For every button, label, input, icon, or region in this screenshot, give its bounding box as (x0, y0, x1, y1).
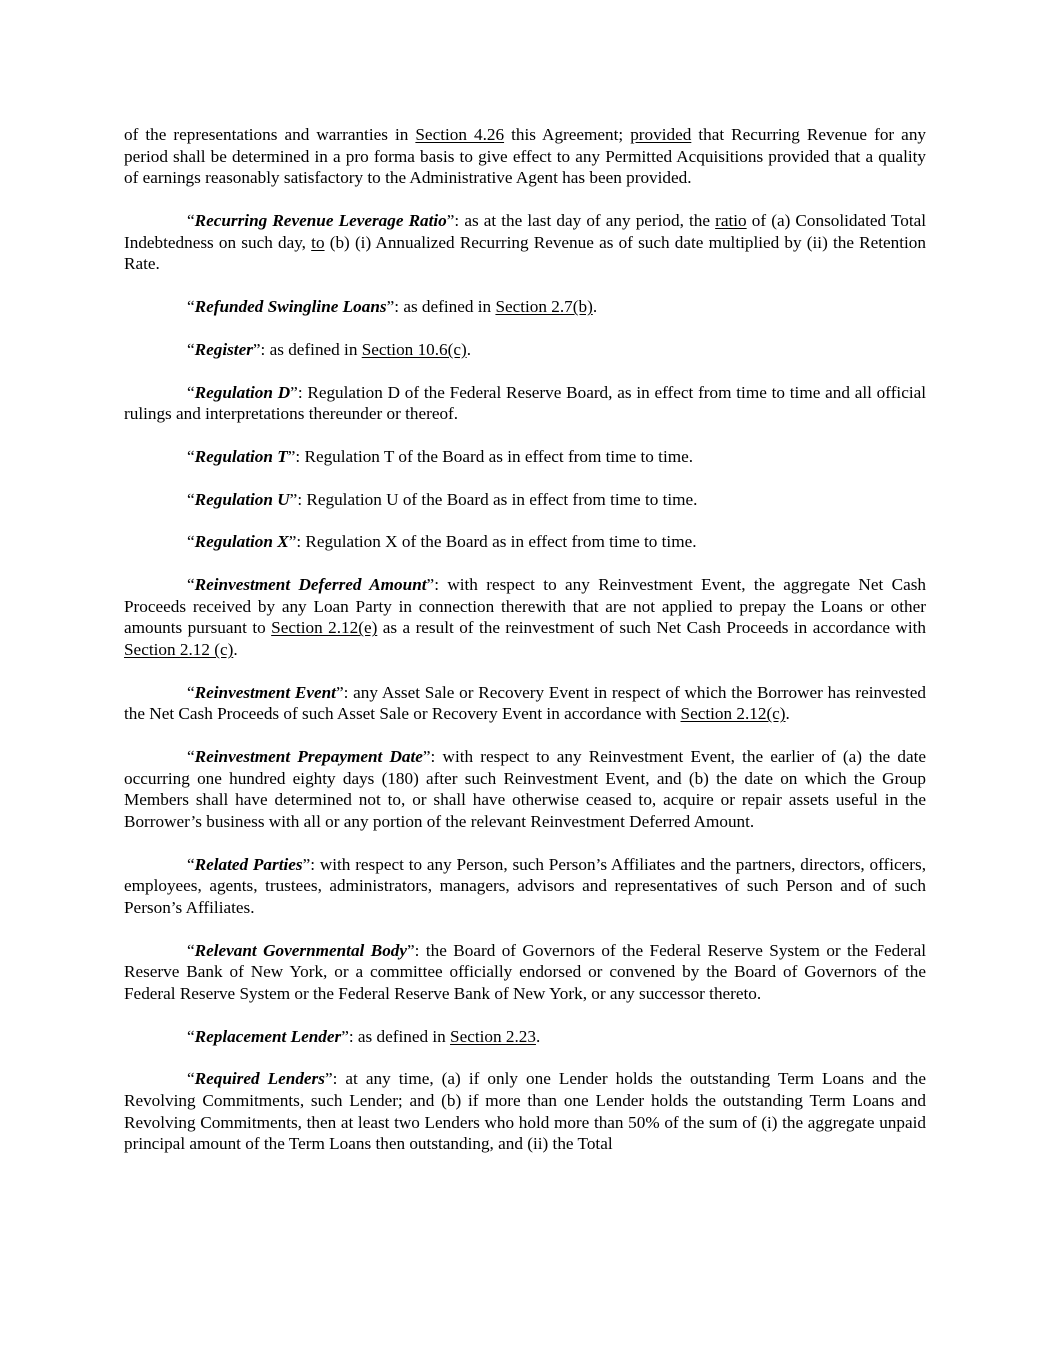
cross-reference: Section 2.12 (c) (124, 640, 234, 659)
definition-reinvestment-deferred-amount: “Reinvestment Deferred Amount”: with respect to any Reinvestment Event, the aggregate Net Cash Proceeds received by any Loan Party in connection therewith that are not applied to prepay the Loans or other amounts pursuant to Section 2.12(e) as a result of the reinvestment of such Net Cash Proceeds in accordance with Section 2.12 (c). (124, 575, 926, 659)
definition-regulation-u: “Regulation U”: Regulation U of the Board as in effect from time to time. (187, 489, 698, 509)
underlined-term: ratio (715, 210, 747, 230)
defined-term: Relevant Governmental Body (194, 940, 408, 960)
defined-term: Register (194, 339, 253, 359)
defined-term: Reinvestment Prepayment Date (194, 747, 423, 767)
definition-reinvestment-prepayment-date: “Reinvestment Prepayment Date”: with respect to any Reinvestment Event, the earlier of (a) the date occurring one hundred eighty days (180) after such Reinvestment Event, and (b) the date on which the Group Members shall have determined not to, or shall have otherwise ceased to, acquire or repair assets useful in the Borrower’s business with all or any portion of the relevant Reinvestment Deferred Amount. (124, 747, 926, 831)
text: : with respect to any Reinvestment Event, the aggregate Net Cash Proceeds received by any Loan Party in connection therewith that are not applied to prepay the Loans or other amounts pursuant to (124, 575, 926, 638)
text: (b) (i) Annualized Recurring Revenue as of such date multiplied by (ii) the Retention Rate. (124, 232, 926, 274)
definition-required-lenders: “Required Lenders”: at any time, (a) if only one Lender holds the outstanding Term Loans and the Revolving Commitments, such Lender; and (b) if more than one Lender holds the outstanding Term Loans and Revolving Commitments, then at least two Lenders who hold more than 50% of the sum of (i) the aggregate unpaid principal amount of the Term Loans then outstanding, and (ii) the Total (124, 1069, 927, 1154)
defined-term: Related Parties (194, 854, 303, 874)
cross-reference: Section 2.7(b) (495, 296, 593, 316)
text: . (535, 1026, 541, 1046)
underlined-term: provided (630, 125, 692, 144)
text: : as defined in (394, 296, 496, 316)
text: : at any time, (a) if only one Lender holds the outstanding Term Loans and the Revolving Commitments, such Lender; and (b) if more than one Lender holds the outstanding Term Loans and Revolving Commitments, then at least two Lenders who hold more than 50% of the sum of (i) the aggregate unpaid principal amount of the Term Loans then outstanding, and (ii) the Total (124, 1069, 927, 1154)
text: : Regulation X of the Board as in effect from time to time. (296, 532, 697, 552)
defined-term: Reinvestment Event (194, 682, 336, 702)
underlined-term: to (311, 232, 325, 252)
intro-paragraph (124, 124, 926, 189)
text: that Recurring Revenue for any period shall be determined in a pro forma basis to give effect to any Permitted Acquisitions provided that a quality of earnings reasonably satisfactory to the Administrative Agent has been provided. (124, 125, 927, 188)
definition-related-parties: “Related Parties”: with respect to any Person, such Person’s Affiliates and the partners, directors, officers, employees, agents, trustees, administrators, managers, advisors and representatives of such Person and of such Person’s Affiliates. (124, 854, 926, 917)
defined-term: Replacement Lender (194, 1026, 342, 1046)
text: of the representations and warranties in (124, 125, 416, 144)
definition-replacement-lender: “Replacement Lender”: as defined in Section 2.23. (187, 1026, 541, 1046)
text: of (a) Consolidated Total Indebtedness on such day, (124, 210, 926, 252)
cross-reference: Section 2.12(e) (271, 618, 378, 638)
cross-reference: Section 2.23 (450, 1026, 536, 1046)
text: . (592, 296, 598, 316)
cross-reference: Section 4.26 (415, 125, 505, 144)
text: : with respect to any Reinvestment Event, the earlier of (a) the date occurring one hundred eighty days (180) after such Reinvestment Event, and (b) the date on which the Group Members shall have determined not to, or shall have otherwise ceased to, acquire or repair assets useful in the Borrower’s business with all or any portion of the relevant Reinvestment Deferred Amount. (124, 747, 926, 831)
definition-recurring-revenue-leverage-ratio: “Recurring Revenue Leverage Ratio”: as at the last day of any period, the ratio of (a) Consolidated Total Indebtedness on such day, to (b) (i) Annualized Recurring Revenue as of such date multiplied by (ii) the Retention Rate. (124, 210, 926, 274)
text: : Regulation D of the Federal Reserve Board, as in effect from time to time and all official rulings and interpretations thereunder or thereof. (124, 382, 926, 424)
cross-reference: Section 2.12(c) (680, 704, 786, 724)
defined-term: Required Lenders (194, 1069, 325, 1089)
defined-term: Regulation D (194, 382, 291, 402)
text: : as at the last day of any period, the (454, 210, 716, 230)
text: : as defined in (348, 1026, 451, 1046)
text: : the Board of Governors of the Federal Reserve System or the Federal Reserve Bank of New York, or a committee officially endorsed or convened by the Board of Governors of the Federal Reserve System or the Federal Reserve Bank of New York, or any successor thereto. (124, 940, 927, 1003)
text: . (785, 704, 790, 724)
text: this Agreement; (504, 125, 631, 144)
definition-regulation-d: “Regulation D”: Regulation D of the Federal Reserve Board, as in effect from time to time and all official rulings and interpretations thereunder or thereof. (124, 382, 926, 424)
cross-reference: Section 10.6(c) (361, 339, 467, 359)
definition-reinvestment-event: “Reinvestment Event”: any Asset Sale or Recovery Event in respect of which the Borrower has reinvested the Net Cash Proceeds of such Asset Sale or Recovery Event in accordance with Section 2.12(c). (124, 682, 926, 724)
text: as a result of the reinvestment of such Net Cash Proceeds in accordance with (377, 618, 926, 638)
document-page (124, 124, 926, 1176)
defined-term: Recurring Revenue Leverage Ratio (194, 210, 447, 230)
defined-term: Regulation T (194, 446, 288, 466)
defined-term: Reinvestment Deferred Amount (194, 575, 427, 595)
defined-term: Refunded Swingline Loans (194, 296, 387, 316)
text: : any Asset Sale or Recovery Event in respect of which the Borrower has reinvested the Net Cash Proceeds of such Asset Sale or Recovery Event in accordance with (124, 682, 926, 724)
defined-term: Regulation U (194, 489, 290, 509)
defined-term: Regulation X (194, 532, 289, 552)
text: : as defined in (260, 339, 362, 359)
definition-register: “Register”: as defined in Section 10.6(c). (187, 339, 472, 359)
text: : with respect to any Person, such Person’s Affiliates and the partners, directors, officers, employees, agents, trustees, administrators, managers, advisors and representatives of such Person and of such Person’s Affiliates. (124, 854, 926, 917)
definition-refunded-swingline-loans: “Refunded Swingline Loans”: as defined in Section 2.7(b). (187, 296, 598, 316)
text: : Regulation T of the Board as in effect from time to time. (295, 446, 694, 466)
definition-regulation-t: “Regulation T”: Regulation T of the Board as in effect from time to time. (187, 446, 694, 466)
definition-relevant-governmental-body: “Relevant Governmental Body”: the Board of Governors of the Federal Reserve System or the Federal Reserve Bank of New York, or a committee officially endorsed or convened by the Board of Governors of the Federal Reserve System or the Federal Reserve Bank of New York, or any successor thereto. (124, 940, 927, 1003)
text: : Regulation U of the Board as in effect from time to time. (297, 489, 698, 509)
definition-regulation-x: “Regulation X”: Regulation X of the Board as in effect from time to time. (187, 532, 697, 552)
text: . (233, 640, 238, 659)
text: . (466, 339, 472, 359)
